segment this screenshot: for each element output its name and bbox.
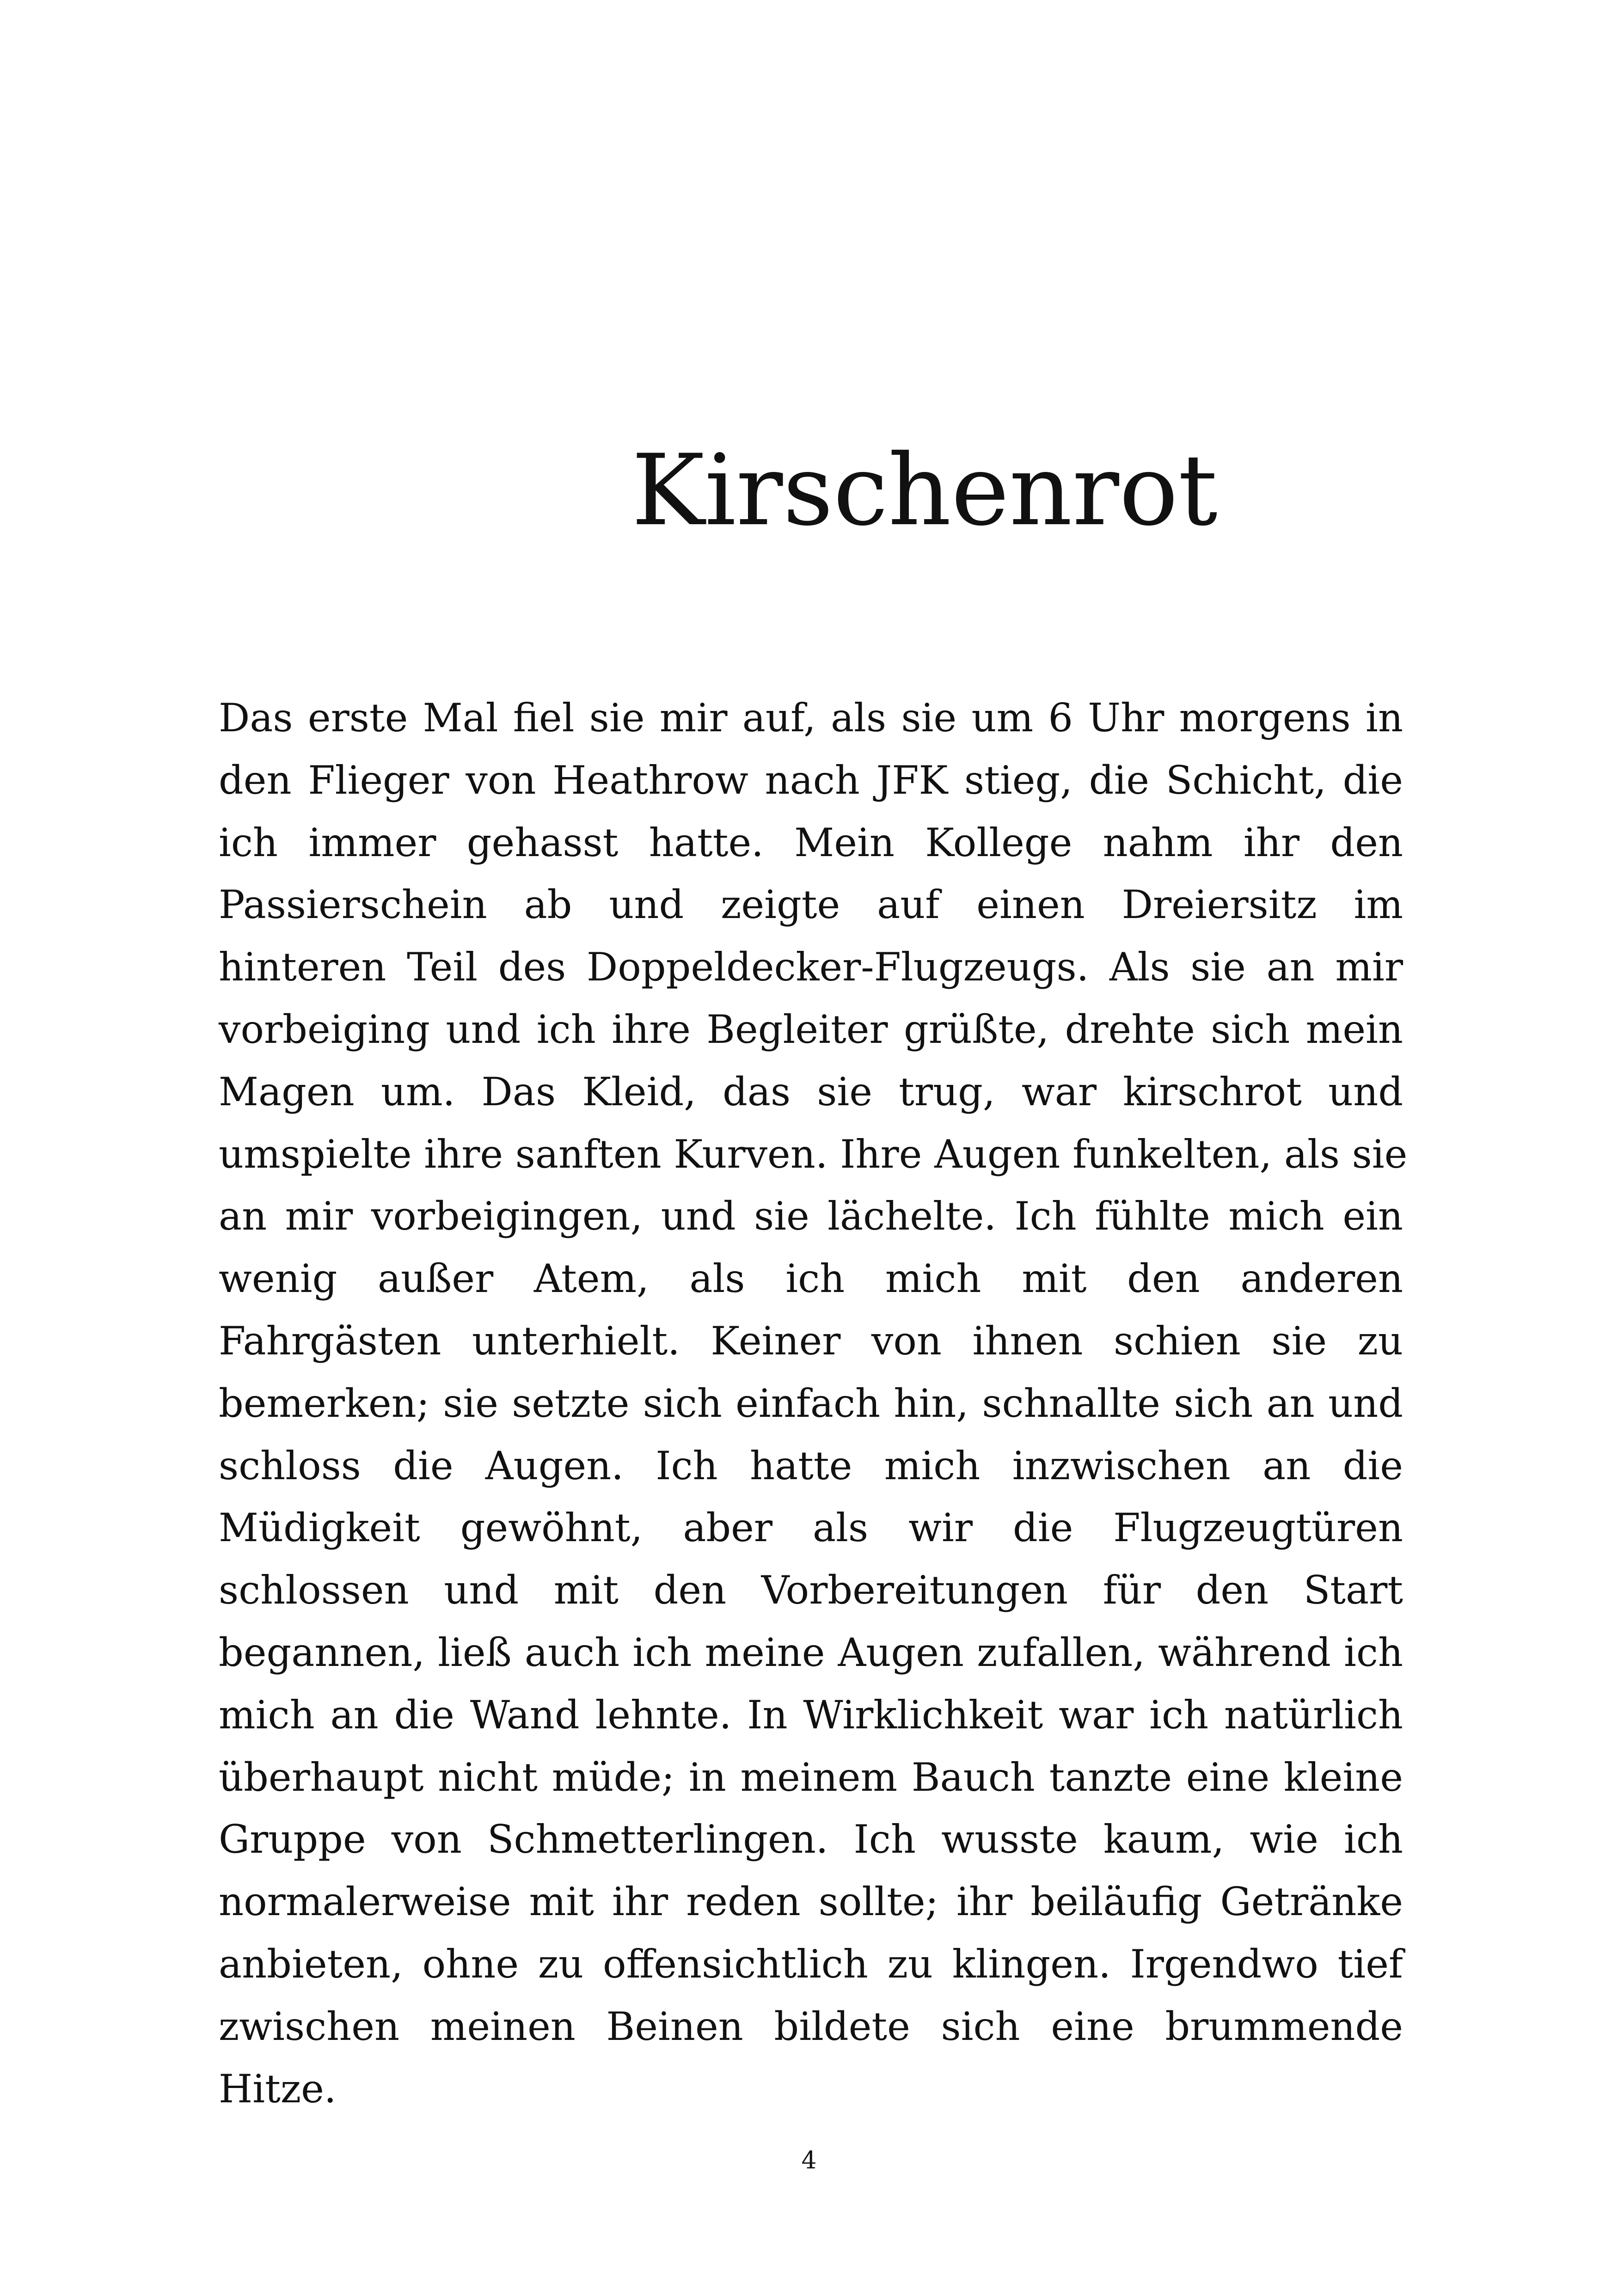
- text-line: den Flieger von Heathrow nach JFK stieg, die Schicht, die: [219, 757, 1403, 803]
- text-line: Das erste Mal fiel sie mir auf, als sie um 6 Uhr morgens in: [219, 695, 1403, 741]
- text-line: Müdigkeit gewöhnt, aber als wir die Flugzeugtüren: [219, 1505, 1403, 1551]
- text-line: wenig außer Atem, als ich mich mit den anderen: [219, 1256, 1403, 1302]
- text-line: schlossen und mit den Vorbereitungen für den Start: [219, 1567, 1403, 1613]
- text-line: an mir vorbeigingen, und sie lächelte. Ich fühlte mich ein: [219, 1194, 1403, 1239]
- text-line: bemerken; sie setzte sich einfach hin, schnallte sich an und: [219, 1380, 1403, 1426]
- text-line: zwischen meinen Beinen bildete sich eine brummende: [219, 2003, 1403, 2049]
- text-line: Fahrgästen unterhielt. Keiner von ihnen schien sie zu: [219, 1318, 1403, 1364]
- text-line: ich immer gehasst hatte. Mein Kollege nahm ihr den: [219, 820, 1403, 865]
- text-line: begannen, ließ auch ich meine Augen zufallen, während ich: [219, 1629, 1403, 1675]
- page-number: 4: [801, 2147, 817, 2174]
- text-line: Hitze.: [219, 2066, 337, 2112]
- text-line: normalerweise mit ihr reden sollte; ihr beiläufig Getränke: [219, 1879, 1403, 1925]
- text-line: vorbeiging und ich ihre Begleiter grüßte, drehte sich mein: [219, 1006, 1403, 1052]
- body-paragraph: [219, 687, 1408, 2120]
- chapter-title: Kirschenrot: [631, 433, 1218, 547]
- text-line: hinteren Teil des Doppeldecker-Flugzeugs. Als sie an mir: [219, 944, 1403, 990]
- text-line: Gruppe von Schmetterlingen. Ich wusste kaum, wie ich: [219, 1817, 1403, 1862]
- text-line: umspielte ihre sanften Kurven. Ihre Augen funkelten, als sie: [219, 1131, 1408, 1177]
- text-line: Magen um. Das Kleid, das sie trug, war kirschrot und: [219, 1069, 1403, 1114]
- text-line: mich an die Wand lehnte. In Wirklichkeit war ich natürlich: [219, 1692, 1403, 1738]
- text-line: Passierschein ab und zeigte auf einen Dreiersitz im: [219, 882, 1403, 928]
- text-line: überhaupt nicht müde; in meinem Bauch tanzte eine kleine: [219, 1754, 1403, 1800]
- text-line: schloss die Augen. Ich hatte mich inzwischen an die: [219, 1443, 1403, 1488]
- text-line: anbieten, ohne zu offensichtlich zu klingen. Irgendwo tief: [219, 1941, 1403, 1987]
